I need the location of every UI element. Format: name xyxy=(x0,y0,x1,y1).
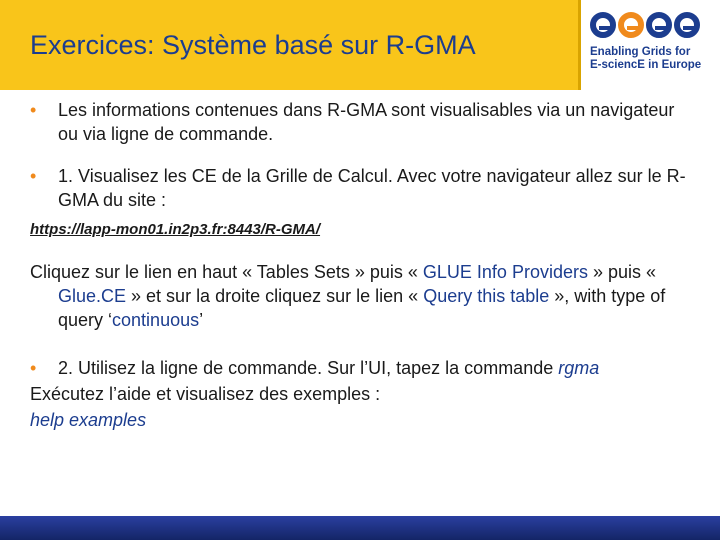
logo-tagline-2: E-sciencE in Europe xyxy=(590,59,702,71)
bullet-icon: • xyxy=(30,100,37,120)
instr-text: » et sur la droite cliquez sur le lien « xyxy=(126,286,424,306)
bullet-text-2: 1. Visualisez les CE de la Grille de Calcul. Avec votre navigateur allez sur le R-GMA du site : xyxy=(58,166,686,210)
instruction-paragraph xyxy=(30,260,690,332)
instr-text: Cliquez sur le lien en haut « Tables Sets » puis « xyxy=(30,262,423,282)
continuous-term: continuous xyxy=(112,310,200,330)
instr-text: ’ xyxy=(199,310,204,330)
egee-logo-mark xyxy=(590,12,712,46)
footer-bar xyxy=(0,516,720,540)
slide-title: Exercices: Système basé sur R-GMA xyxy=(30,30,476,60)
glue-info-providers-term: GLUE Info Providers xyxy=(422,262,588,282)
logo-letter-e1 xyxy=(590,12,616,38)
help-command: help examples xyxy=(30,410,147,430)
bullet-text-3: 2. Utilisez la ligne de commande. Sur l’UI, tapez la commande xyxy=(58,358,559,378)
header-divider xyxy=(578,0,581,90)
glue-ce-term: Glue.CE xyxy=(58,286,127,306)
bullet-text-1: Les informations contenues dans R-GMA sont visualisables via un navigateur ou via ligne de commande. xyxy=(58,100,675,144)
site-link[interactable]: https://lapp-mon01.in2p3.fr:8443/R-GMA/ xyxy=(30,221,321,238)
egee-logo xyxy=(590,12,712,82)
bullet-item xyxy=(30,98,690,146)
logo-tagline-1: Enabling Grids for xyxy=(590,46,691,58)
instr-text: » puis « xyxy=(587,262,657,282)
url-line xyxy=(30,216,690,242)
bullet-item xyxy=(30,356,690,380)
bullet-icon: • xyxy=(30,166,37,186)
query-table-term: Query this table xyxy=(423,286,550,306)
logo-letter-e2 xyxy=(646,12,672,38)
instr-text: », with type of query ‘ xyxy=(58,286,666,330)
rgma-command: rgma xyxy=(558,358,600,378)
help-instruction: Exécutez l’aide et visualisez des exemples : xyxy=(30,384,381,404)
bullet-item xyxy=(30,164,690,212)
logo-letter-e3 xyxy=(674,12,700,38)
slide-body xyxy=(30,98,690,432)
bullet-icon: • xyxy=(30,358,37,378)
logo-letter-g xyxy=(618,12,644,38)
